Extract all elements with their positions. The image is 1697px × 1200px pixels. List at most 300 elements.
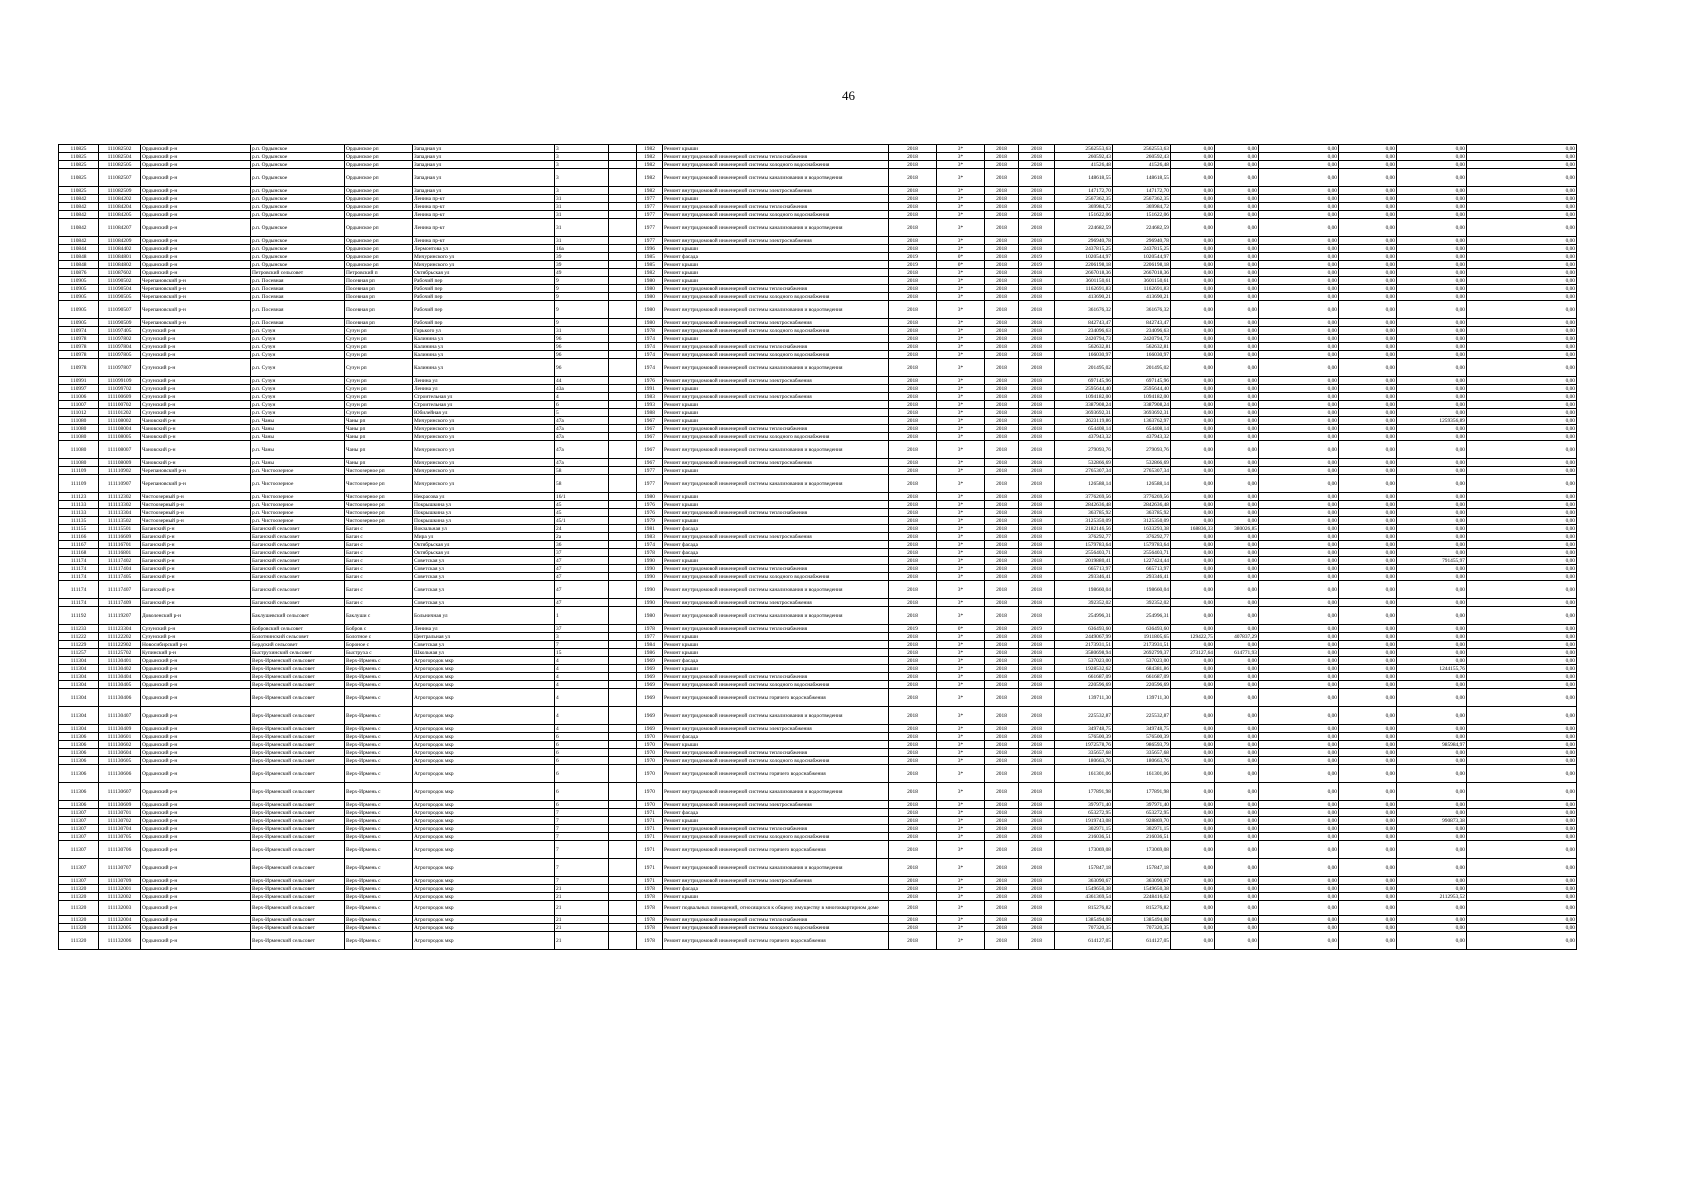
- table-row: [59, 809, 1577, 817]
- cell-building: [609, 665, 637, 673]
- cell-object-id: 110991: [59, 377, 99, 385]
- cell-federal-funds: 0,00: [1171, 689, 1215, 707]
- cell-extra-funds: 0,00: [1467, 475, 1577, 493]
- cell-year-built: 1969: [637, 707, 663, 725]
- cell-total-cost: 293346,41: [1055, 573, 1113, 581]
- table-row: [59, 269, 1577, 277]
- cell-work-type: Ремонт внутридомовой инженерной системы холодного водоснабжения: [663, 833, 889, 841]
- cell-street: Агрогородок мкр: [413, 741, 555, 749]
- table-row: [59, 253, 1577, 261]
- cell-street: Агрогородок мкр: [413, 877, 555, 885]
- cell-local-funds: 0,00: [1259, 343, 1339, 351]
- cell-total-cost: 161301,06: [1055, 765, 1113, 783]
- cell-start-year: 2018: [985, 269, 1019, 277]
- cell-street: Агрогородок мкр: [413, 916, 555, 924]
- cell-work-type: Ремонт внутридомовой инженерной системы электроснабжения: [663, 725, 889, 733]
- cell-work-type: Ремонт внутридомовой инженерной системы электроснабжения: [663, 599, 889, 607]
- cell-total-cost: 1549650,38: [1055, 885, 1113, 893]
- cell-status: 3*: [937, 833, 985, 841]
- cell-other-funds: 0,00: [1339, 689, 1397, 707]
- cell-work-id: 111084207: [99, 219, 141, 237]
- table-row: [59, 377, 1577, 385]
- cell-total-cost: 335657,68: [1055, 749, 1113, 757]
- cell-work-id: 111090505: [99, 293, 141, 301]
- table-row: [59, 219, 1577, 237]
- cell-street: Западная ул: [413, 169, 555, 187]
- cell-district: Ордынский р-н: [141, 689, 251, 707]
- cell-total-cost: 363785,92: [1055, 509, 1113, 517]
- cell-owner-funds: 0,00: [1397, 525, 1467, 533]
- cell-municipality: Баганский сельсовет: [251, 565, 345, 573]
- cell-extra-funds: 0,00: [1467, 261, 1577, 269]
- cell-object-id: 111320: [59, 901, 99, 916]
- cell-owner-funds: 0,00: [1397, 319, 1467, 327]
- cell-fund-cost: 2206198,18: [1113, 261, 1171, 269]
- cell-start-year: 2018: [985, 237, 1019, 245]
- cell-work-id: 111113304: [99, 509, 141, 517]
- cell-building: [609, 549, 637, 557]
- cell-local-funds: 0,00: [1259, 541, 1339, 549]
- cell-street: Мичуринского ул: [413, 425, 555, 433]
- cell-fund-cost: 986593,79: [1113, 741, 1171, 749]
- cell-work-type: Ремонт внутридомовой инженерной системы канализования и водоотведения: [663, 581, 889, 599]
- cell-house-number: 4: [555, 665, 609, 673]
- cell-work-id: 111130701: [99, 809, 141, 817]
- cell-street: Агрогородок мкр: [413, 932, 555, 950]
- cell-other-funds: 0,00: [1339, 885, 1397, 893]
- cell-fund-cost: 654408,14: [1113, 425, 1171, 433]
- cell-status: 3*: [937, 237, 985, 245]
- cell-house-number: 96: [555, 359, 609, 377]
- cell-regional-funds: 0,00: [1215, 417, 1259, 425]
- cell-work-id: 111130702: [99, 817, 141, 825]
- cell-local-funds: 0,00: [1259, 733, 1339, 741]
- cell-municipality: р.п. Чаны: [251, 441, 345, 459]
- cell-work-id: 111119207: [99, 607, 141, 625]
- cell-other-funds: 0,00: [1339, 765, 1397, 783]
- table-row: [59, 525, 1577, 533]
- cell-fund-cost: 1094182,00: [1113, 393, 1171, 401]
- cell-municipality: Баганский сельсовет: [251, 557, 345, 565]
- cell-regional-funds: 0,00: [1215, 441, 1259, 459]
- cell-year-built: 1970: [637, 801, 663, 809]
- cell-status: 3*: [937, 161, 985, 169]
- cell-local-funds: 0,00: [1259, 885, 1339, 893]
- cell-plan-year: 2018: [889, 277, 937, 285]
- cell-owner-funds: 0,00: [1397, 657, 1467, 665]
- cell-regional-funds: 0,00: [1215, 673, 1259, 681]
- cell-end-year: 2018: [1019, 525, 1055, 533]
- cell-district: Ордынский р-н: [141, 169, 251, 187]
- cell-municipality: Баганский сельсовет: [251, 533, 345, 541]
- cell-total-cost: 653272,95: [1055, 809, 1113, 817]
- cell-total-cost: 369984,72: [1055, 203, 1113, 211]
- cell-extra-funds: 0,00: [1467, 859, 1577, 877]
- cell-end-year: 2018: [1019, 633, 1055, 641]
- cell-other-funds: 0,00: [1339, 817, 1397, 825]
- cell-district: Чановский р-н: [141, 425, 251, 433]
- cell-work-id: 111097802: [99, 335, 141, 343]
- cell-end-year: 2019: [1019, 261, 1055, 269]
- cell-other-funds: 0,00: [1339, 467, 1397, 475]
- cell-other-funds: 0,00: [1339, 825, 1397, 833]
- cell-extra-funds: 0,00: [1467, 707, 1577, 725]
- cell-extra-funds: 0,00: [1467, 801, 1577, 809]
- cell-other-funds: 0,00: [1339, 245, 1397, 253]
- cell-object-id: 111307: [59, 877, 99, 885]
- cell-work-type: Ремонт крыши: [663, 817, 889, 825]
- cell-municipality: р.п. Ордынское: [251, 161, 345, 169]
- cell-extra-funds: 0,00: [1467, 343, 1577, 351]
- cell-work-type: Ремонт крыши: [663, 245, 889, 253]
- cell-work-type: Ремонт крыши: [663, 893, 889, 901]
- cell-building: [609, 417, 637, 425]
- cell-settlement: Верх-Ирмень с: [345, 665, 413, 673]
- cell-extra-funds: 0,00: [1467, 809, 1577, 817]
- cell-fund-cost: 2842636,48: [1113, 501, 1171, 509]
- cell-street: Агрогородок мкр: [413, 673, 555, 681]
- cell-federal-funds: 0,00: [1171, 541, 1215, 549]
- cell-object-id: 111320: [59, 932, 99, 950]
- cell-object-id: 110825: [59, 145, 99, 153]
- cell-work-type: Ремонт крыши: [663, 467, 889, 475]
- cell-work-id: 111084402: [99, 245, 141, 253]
- cell-extra-funds: 0,00: [1467, 467, 1577, 475]
- cell-end-year: 2018: [1019, 161, 1055, 169]
- cell-end-year: 2018: [1019, 195, 1055, 203]
- cell-work-type: Ремонт фасада: [663, 809, 889, 817]
- cell-building: [609, 841, 637, 859]
- cell-object-id: 111304: [59, 689, 99, 707]
- cell-fund-cost: 369984,72: [1113, 203, 1171, 211]
- table-row: [59, 625, 1577, 633]
- cell-building: [609, 359, 637, 377]
- cell-district: Ордынский р-н: [141, 211, 251, 219]
- cell-object-id: 111109: [59, 475, 99, 493]
- cell-fund-cost: 363090,67: [1113, 877, 1171, 885]
- cell-start-year: 2018: [985, 467, 1019, 475]
- table-row: [59, 211, 1577, 219]
- cell-extra-funds: 0,00: [1467, 633, 1577, 641]
- cell-federal-funds: 0,00: [1171, 549, 1215, 557]
- cell-local-funds: 0,00: [1259, 809, 1339, 817]
- cell-other-funds: 0,00: [1339, 441, 1397, 459]
- cell-start-year: 2018: [985, 924, 1019, 932]
- cell-district: Сузунский р-н: [141, 359, 251, 377]
- cell-end-year: 2018: [1019, 541, 1055, 549]
- cell-municipality: Верх-Ирменский сельсовет: [251, 901, 345, 916]
- table-row: [59, 657, 1577, 665]
- cell-extra-funds: 0,00: [1467, 725, 1577, 733]
- cell-start-year: 2018: [985, 393, 1019, 401]
- cell-regional-funds: 0,00: [1215, 293, 1259, 301]
- cell-building: [609, 657, 637, 665]
- cell-work-id: 111082504: [99, 153, 141, 161]
- table-row: [59, 203, 1577, 211]
- cell-street: Рабочий пер: [413, 301, 555, 319]
- cell-local-funds: 0,00: [1259, 393, 1339, 401]
- cell-district: Баганский р-н: [141, 533, 251, 541]
- cell-owner-funds: 0,00: [1397, 195, 1467, 203]
- cell-municipality: р.п. Ордынское: [251, 145, 345, 153]
- cell-extra-funds: 0,00: [1467, 749, 1577, 757]
- cell-extra-funds: 0,00: [1467, 893, 1577, 901]
- cell-other-funds: 0,00: [1339, 509, 1397, 517]
- cell-total-cost: 413690,21: [1055, 293, 1113, 301]
- cell-work-id: 111108004: [99, 425, 141, 433]
- cell-end-year: 2018: [1019, 741, 1055, 749]
- cell-building: [609, 649, 637, 657]
- cell-federal-funds: 0,00: [1171, 565, 1215, 573]
- cell-fund-cost: 665713,97: [1113, 565, 1171, 573]
- cell-total-cost: 2437815,25: [1055, 245, 1113, 253]
- cell-owner-funds: 0,00: [1397, 733, 1467, 741]
- cell-object-id: 111307: [59, 809, 99, 817]
- cell-building: [609, 783, 637, 801]
- cell-work-type: Ремонт крыши: [663, 261, 889, 269]
- cell-other-funds: 0,00: [1339, 932, 1397, 950]
- cell-municipality: р.п. Сузун: [251, 351, 345, 359]
- cell-other-funds: 0,00: [1339, 211, 1397, 219]
- cell-object-id: 111304: [59, 725, 99, 733]
- cell-year-built: 1978: [637, 901, 663, 916]
- cell-total-cost: 148618,55: [1055, 169, 1113, 187]
- cell-owner-funds: 0,00: [1397, 459, 1467, 467]
- cell-work-type: Ремонт внутридомовой инженерной системы теплоснабжения: [663, 916, 889, 924]
- cell-building: [609, 377, 637, 385]
- cell-house-number: 43а: [555, 385, 609, 393]
- cell-owner-funds: 0,00: [1397, 641, 1467, 649]
- cell-fund-cost: 1385494,08: [1113, 916, 1171, 924]
- cell-end-year: 2018: [1019, 301, 1055, 319]
- cell-federal-funds: 0,00: [1171, 285, 1215, 293]
- cell-object-id: 110905: [59, 277, 99, 285]
- cell-status: 3*: [937, 681, 985, 689]
- cell-start-year: 2018: [985, 765, 1019, 783]
- cell-status: 3*: [937, 525, 985, 533]
- cell-work-type: Ремонт внутридомовой инженерной системы канализования и водоотведения: [663, 359, 889, 377]
- cell-end-year: 2018: [1019, 285, 1055, 293]
- cell-status: 3*: [937, 425, 985, 433]
- cell-house-number: 5: [555, 409, 609, 417]
- cell-year-built: 1967: [637, 459, 663, 467]
- cell-object-id: 111174: [59, 565, 99, 573]
- cell-total-cost: 537023,00: [1055, 657, 1113, 665]
- cell-work-id: 111084209: [99, 237, 141, 245]
- cell-owner-funds: 0,00: [1397, 581, 1467, 599]
- cell-owner-funds: 0,00: [1397, 335, 1467, 343]
- cell-extra-funds: 0,00: [1467, 581, 1577, 599]
- cell-extra-funds: 0,00: [1467, 599, 1577, 607]
- cell-status: 3*: [937, 219, 985, 237]
- cell-work-type: Ремонт подвальных помещений, относящихся к общему имуществу в многоквартирном доме: [663, 901, 889, 916]
- cell-street: Покрышкина ул: [413, 501, 555, 509]
- cell-district: Черепановский р-н: [141, 277, 251, 285]
- cell-year-built: 1970: [637, 741, 663, 749]
- cell-municipality: р.п. Чаны: [251, 433, 345, 441]
- cell-building: [609, 924, 637, 932]
- cell-fund-cost: 296940,78: [1113, 237, 1171, 245]
- cell-extra-funds: 0,00: [1467, 573, 1577, 581]
- cell-status: 3*: [937, 707, 985, 725]
- cell-house-number: 96: [555, 351, 609, 359]
- cell-regional-funds: 0,00: [1215, 187, 1259, 195]
- cell-extra-funds: 0,00: [1467, 625, 1577, 633]
- cell-federal-funds: 0,00: [1171, 417, 1215, 425]
- cell-status: 3*: [937, 641, 985, 649]
- cell-end-year: 2018: [1019, 533, 1055, 541]
- cell-regional-funds: 0,00: [1215, 733, 1259, 741]
- cell-plan-year: 2018: [889, 916, 937, 924]
- cell-local-funds: 0,00: [1259, 625, 1339, 633]
- cell-fund-cost: 173069,08: [1113, 841, 1171, 859]
- cell-object-id: 111080: [59, 425, 99, 433]
- cell-plan-year: 2018: [889, 741, 937, 749]
- table-row: [59, 343, 1577, 351]
- cell-extra-funds: 0,00: [1467, 351, 1577, 359]
- cell-district: Ордынский р-н: [141, 145, 251, 153]
- cell-plan-year: 2018: [889, 757, 937, 765]
- cell-status: 3*: [937, 145, 985, 153]
- cell-street: Ленина ул: [413, 625, 555, 633]
- cell-other-funds: 0,00: [1339, 269, 1397, 277]
- cell-settlement: Ордынское рп: [345, 211, 413, 219]
- table-row: [59, 725, 1577, 733]
- cell-status: 3*: [937, 665, 985, 673]
- cell-settlement: Верх-Ирмень с: [345, 901, 413, 916]
- cell-regional-funds: 0,00: [1215, 409, 1259, 417]
- cell-work-id: 111110902: [99, 467, 141, 475]
- table-row: [59, 417, 1577, 425]
- cell-plan-year: 2018: [889, 269, 937, 277]
- cell-work-id: 111130401: [99, 657, 141, 665]
- cell-municipality: Верх-Ирменский сельсовет: [251, 725, 345, 733]
- cell-total-cost: 349748,75: [1055, 725, 1113, 733]
- cell-extra-funds: 0,00: [1467, 741, 1577, 749]
- cell-building: [609, 689, 637, 707]
- cell-work-type: Ремонт крыши: [663, 269, 889, 277]
- cell-extra-funds: 0,00: [1467, 293, 1577, 301]
- cell-house-number: 21: [555, 885, 609, 893]
- cell-year-built: 1977: [637, 195, 663, 203]
- cell-end-year: 2018: [1019, 269, 1055, 277]
- cell-other-funds: 0,00: [1339, 145, 1397, 153]
- cell-street: Мичуринского ул: [413, 441, 555, 459]
- cell-street: Советская ул: [413, 565, 555, 573]
- cell-municipality: Верх-Ирменский сельсовет: [251, 657, 345, 665]
- cell-street: Ленина ул: [413, 377, 555, 385]
- cell-settlement: Баклуши с: [345, 607, 413, 625]
- cell-start-year: 2018: [985, 343, 1019, 351]
- cell-total-cost: 1972578,76: [1055, 741, 1113, 749]
- cell-extra-funds: 0,00: [1467, 359, 1577, 377]
- cell-status: 3*: [937, 733, 985, 741]
- cell-end-year: 2018: [1019, 203, 1055, 211]
- cell-plan-year: 2018: [889, 211, 937, 219]
- cell-start-year: 2018: [985, 549, 1019, 557]
- cell-work-id: 111117404: [99, 565, 141, 573]
- cell-status: 3*: [937, 565, 985, 573]
- cell-municipality: р.п. Сузун: [251, 335, 345, 343]
- cell-other-funds: 0,00: [1339, 351, 1397, 359]
- cell-work-type: Ремонт внутридомовой инженерной системы электроснабжения: [663, 187, 889, 195]
- cell-street: Калинина ул: [413, 351, 555, 359]
- cell-year-built: 1980: [637, 301, 663, 319]
- cell-start-year: 2018: [985, 725, 1019, 733]
- cell-object-id: 110905: [59, 293, 99, 301]
- cell-owner-funds: 0,00: [1397, 801, 1467, 809]
- cell-settlement: Чистоозерное рп: [345, 475, 413, 493]
- cell-district: Чановский р-н: [141, 417, 251, 425]
- cell-municipality: Верх-Ирменский сельсовет: [251, 932, 345, 950]
- cell-plan-year: 2018: [889, 425, 937, 433]
- cell-federal-funds: 0,00: [1171, 377, 1215, 385]
- cell-municipality: р.п. Чистоозерное: [251, 517, 345, 525]
- cell-settlement: Верх-Ирмень с: [345, 657, 413, 665]
- table-row: [59, 459, 1577, 467]
- cell-fund-cost: 1162691,83: [1113, 285, 1171, 293]
- cell-building: [609, 625, 637, 633]
- cell-extra-funds: 0,00: [1467, 765, 1577, 783]
- cell-local-funds: 0,00: [1259, 269, 1339, 277]
- cell-year-built: 1978: [637, 932, 663, 950]
- cell-work-id: 111130404: [99, 673, 141, 681]
- cell-local-funds: 0,00: [1259, 153, 1339, 161]
- cell-street: Мичуринского ул: [413, 253, 555, 261]
- cell-total-cost: 220596,69: [1055, 681, 1113, 689]
- cell-extra-funds: 0,00: [1467, 301, 1577, 319]
- cell-start-year: 2018: [985, 385, 1019, 393]
- cell-street: Вокзальная ул: [413, 525, 555, 533]
- cell-street: Западная ул: [413, 161, 555, 169]
- cell-year-built: 1969: [637, 689, 663, 707]
- cell-regional-funds: 0,00: [1215, 285, 1259, 293]
- cell-building: [609, 501, 637, 509]
- table-row: [59, 749, 1577, 757]
- cell-street: Агрогородок мкр: [413, 749, 555, 757]
- cell-plan-year: 2019: [889, 261, 937, 269]
- cell-federal-funds: 0,00: [1171, 509, 1215, 517]
- table-row: [59, 885, 1577, 893]
- cell-house-number: 47а: [555, 425, 609, 433]
- cell-work-id: 111084205: [99, 211, 141, 219]
- cell-plan-year: 2018: [889, 187, 937, 195]
- table-row: [59, 237, 1577, 245]
- table-row: [59, 665, 1577, 673]
- cell-extra-funds: 0,00: [1467, 783, 1577, 801]
- cell-house-number: 44: [555, 377, 609, 385]
- cell-status: 3*: [937, 517, 985, 525]
- cell-street: Агрогородок мкр: [413, 757, 555, 765]
- cell-building: [609, 245, 637, 253]
- cell-district: Ордынский р-н: [141, 269, 251, 277]
- cell-end-year: 2018: [1019, 509, 1055, 517]
- cell-other-funds: 0,00: [1339, 377, 1397, 385]
- cell-year-built: 1971: [637, 817, 663, 825]
- cell-building: [609, 825, 637, 833]
- cell-settlement: Сузун рп: [345, 343, 413, 351]
- cell-settlement: Ордынское рп: [345, 161, 413, 169]
- cell-total-cost: 4361369,54: [1055, 893, 1113, 901]
- cell-end-year: 2018: [1019, 187, 1055, 195]
- cell-other-funds: 0,00: [1339, 359, 1397, 377]
- cell-start-year: 2018: [985, 409, 1019, 417]
- cell-year-built: 1983: [637, 393, 663, 401]
- cell-district: Баганский р-н: [141, 581, 251, 599]
- cell-status: 3*: [937, 607, 985, 625]
- cell-fund-cost: 2595644,40: [1113, 385, 1171, 393]
- cell-federal-funds: 0,00: [1171, 343, 1215, 351]
